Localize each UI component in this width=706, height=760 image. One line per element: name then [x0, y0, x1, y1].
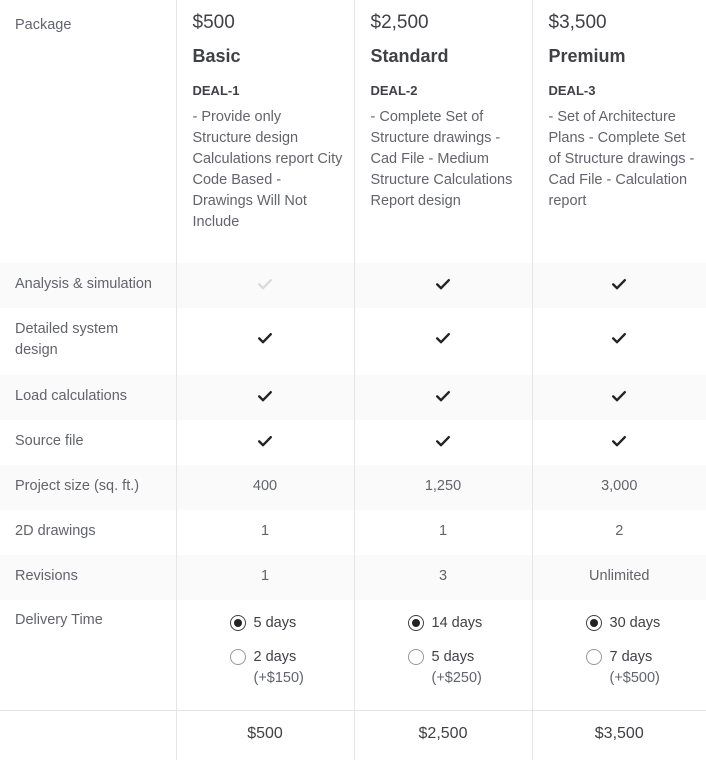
check-icon [435, 330, 451, 346]
row-2d-drawings [0, 510, 706, 555]
package-price: $3,500 [548, 12, 607, 33]
package-deal: DEAL-2 [370, 83, 418, 98]
delivery-radio[interactable] [586, 615, 602, 631]
row-revisions [0, 555, 706, 600]
check-icon [257, 330, 273, 346]
check-icon [611, 433, 627, 449]
delivery-option[interactable] [586, 613, 706, 634]
package-col-standard [354, 0, 532, 263]
row-label: Revisions [0, 555, 176, 600]
package-col-premium [532, 0, 706, 263]
package-col-basic [176, 0, 354, 263]
total-price: $3,500 [532, 710, 706, 760]
delivery-option[interactable] [408, 613, 532, 634]
delivery-option-text [254, 613, 297, 634]
check-icon [611, 388, 627, 404]
delivery-days: 5 days [253, 615, 297, 631]
delivery-extra-cost: (+$150) [253, 670, 304, 686]
row-label: Source file [15, 433, 84, 449]
row-detailed-design [0, 308, 706, 375]
delivery-days: 5 days [431, 649, 475, 665]
row-analysis [0, 263, 706, 308]
check-icon [611, 330, 627, 346]
package-tier: Standard [370, 46, 449, 66]
check-icon [257, 276, 273, 292]
total-price: $2,500 [354, 710, 532, 760]
row-total [0, 710, 706, 760]
package-description: - Provide only Structure design Calculations report City Code Based - Drawings Will Not Include [192, 109, 343, 230]
package-description: - Set of Architecture Plans - Complete Set of Structure drawings - Cad File - Calculation report [548, 109, 695, 209]
package-tier: Premium [548, 46, 626, 66]
revisions-value: 1 [176, 555, 354, 600]
package-description: - Complete Set of Structure drawings - Cad File - Medium Structure Calculations Report design [370, 109, 513, 209]
total-price: $500 [176, 710, 354, 760]
delivery-radio[interactable] [230, 649, 246, 665]
check-icon [435, 276, 451, 292]
row-label: 2D drawings [15, 523, 96, 539]
revisions-value: Unlimited [532, 555, 706, 600]
row-load-calculations [0, 375, 706, 420]
revisions-value: 3 [354, 555, 532, 600]
project-size-value: 400 [176, 465, 354, 510]
delivery-option-text [432, 647, 482, 689]
package-deal: DEAL-3 [548, 83, 596, 98]
delivery-days: 14 days [431, 615, 483, 631]
delivery-options-premium [532, 600, 706, 710]
drawings-value: 2 [532, 510, 706, 555]
check-icon [435, 433, 451, 449]
row-label: Load calculations [0, 375, 176, 420]
delivery-option-text [610, 647, 660, 689]
delivery-days: 7 days [609, 649, 653, 665]
delivery-options-basic [176, 600, 354, 710]
project-size-value: 3,000 [532, 465, 706, 510]
delivery-option[interactable] [230, 647, 354, 689]
drawings-value: 1 [176, 510, 354, 555]
delivery-radio[interactable] [230, 615, 246, 631]
delivery-days: 2 days [253, 649, 297, 665]
row-source-file [0, 420, 706, 465]
row-label: Delivery Time [15, 612, 103, 628]
package-deal: DEAL-1 [192, 83, 240, 98]
row-label: Analysis & simulation [0, 263, 176, 308]
total-label-cell [0, 710, 176, 760]
delivery-options-standard [354, 600, 532, 710]
package-header-row [0, 0, 706, 263]
package-label: Package [15, 17, 72, 33]
check-icon [257, 388, 273, 404]
delivery-option-text [432, 613, 483, 634]
delivery-days: 30 days [609, 615, 661, 631]
delivery-extra-cost: (+$250) [431, 670, 482, 686]
check-icon [257, 433, 273, 449]
delivery-option-text [610, 613, 661, 634]
row-project-size [0, 465, 706, 510]
delivery-option-text [254, 647, 304, 689]
check-icon [611, 276, 627, 292]
delivery-extra-cost: (+$500) [609, 670, 660, 686]
drawings-value: 1 [354, 510, 532, 555]
delivery-option[interactable] [586, 647, 706, 689]
delivery-radio[interactable] [586, 649, 602, 665]
check-icon [435, 388, 451, 404]
row-label: Detailed system design [15, 321, 119, 358]
row-delivery-time [0, 600, 706, 710]
package-price: $2,500 [370, 12, 429, 33]
delivery-radio[interactable] [408, 615, 424, 631]
row-label: Project size (sq. ft.) [0, 465, 176, 510]
delivery-option[interactable] [230, 613, 354, 634]
delivery-option[interactable] [408, 647, 532, 689]
package-tier: Basic [192, 46, 241, 66]
project-size-value: 1,250 [354, 465, 532, 510]
package-price: $500 [192, 12, 235, 33]
delivery-radio[interactable] [408, 649, 424, 665]
